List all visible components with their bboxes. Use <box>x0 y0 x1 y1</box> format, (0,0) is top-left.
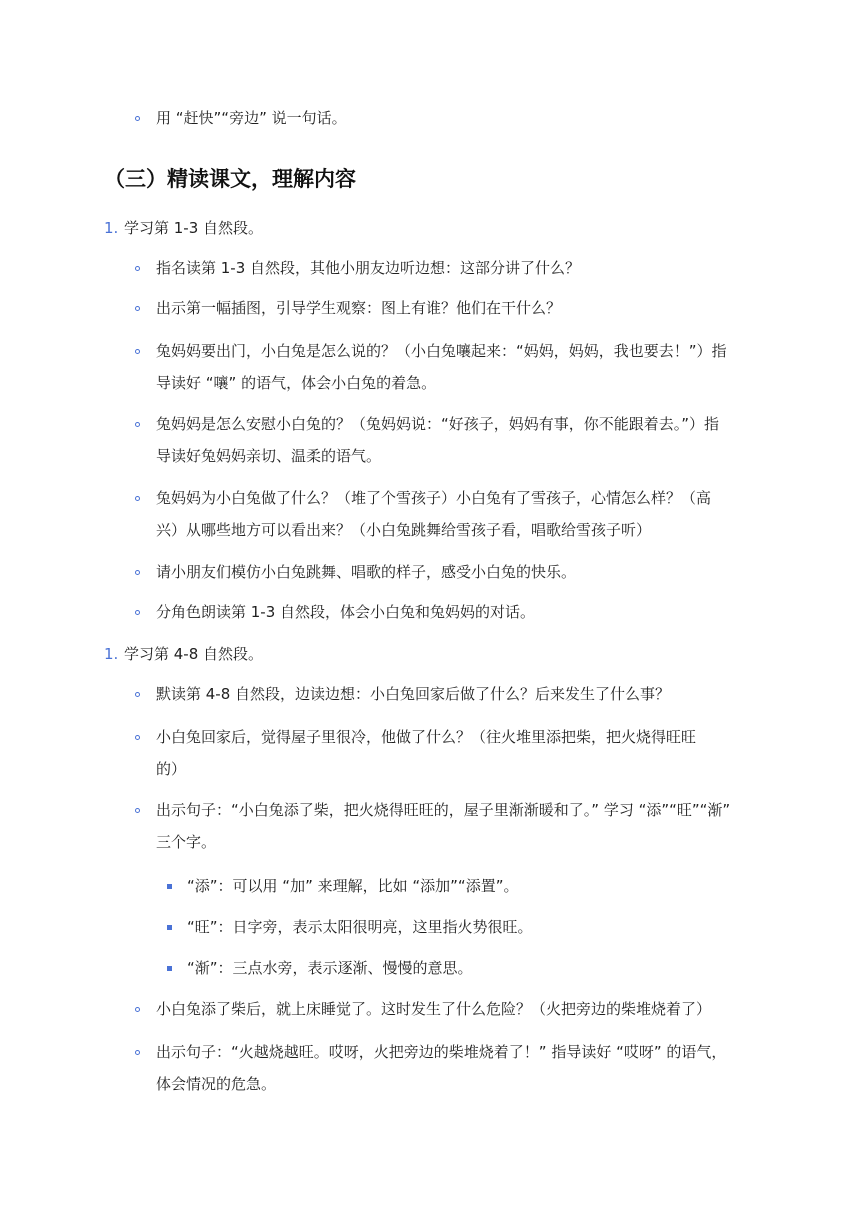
list-item: 小白兔回家后，觉得屋子里很冷，他做了什么？（往火堆里添把柴，把火烧得旺旺 <box>156 728 697 746</box>
list-item-continuation: 的） <box>156 760 187 778</box>
bullet-square-icon <box>167 884 172 889</box>
list-item: 出示第一幅插图，引导学生观察：图上有谁？他们在干什么？ <box>156 299 562 317</box>
list-item: 出示句子：“小白兔添了柴，把火烧得旺旺的，屋子里渐渐暖和了。” 学习 “添”“旺”“渐” <box>156 801 731 819</box>
bullet-circle-icon <box>135 306 140 311</box>
section-heading: （三）精读课文，理解内容 <box>104 167 356 191</box>
list-number: 1. <box>104 645 119 663</box>
bullet-circle-icon <box>135 116 140 121</box>
list-item: 指名读第 1-3 自然段，其他小朋友边听边想：这部分讲了什么？ <box>156 259 581 277</box>
bullet-circle-icon <box>135 735 140 740</box>
list-item: 小白兔添了柴后，就上床睡觉了。这时发生了什么危险？（火把旁边的柴堆烧着了） <box>156 1000 712 1018</box>
bullet-circle-icon <box>135 570 140 575</box>
bullet-circle-icon <box>135 808 140 813</box>
list-item: 默读第 4-8 自然段，边读边想：小白兔回家后做了什么？后来发生了什么事？ <box>156 685 671 703</box>
list-item: 请小朋友们模仿小白兔跳舞、唱歌的样子，感受小白兔的快乐。 <box>156 563 577 581</box>
bullet-circle-icon <box>135 692 140 697</box>
sub-list-item: “旺”：日字旁，表示太阳很明亮，这里指火势很旺。 <box>187 918 533 936</box>
list-item: 出示句子：“火越烧越旺。哎呀，火把旁边的柴堆烧着了！” 指导读好 “哎呀” 的语气， <box>156 1043 727 1061</box>
list-item: 兔妈妈是怎么安慰小白兔的？（兔妈妈说：“好孩子，妈妈有事，你不能跟着去。”）指 <box>156 415 720 433</box>
bullet-circle-icon <box>135 422 140 427</box>
sub-list-item: “添”：可以用 “加” 来理解，比如 “添加”“添置”。 <box>187 877 519 895</box>
list-item: 兔妈妈要出门，小白兔是怎么说的？（小白兔嚷起来：“妈妈，妈妈，我也要去！”）指 <box>156 342 727 360</box>
bullet-circle-icon <box>135 1050 140 1055</box>
bullet-circle-icon <box>135 610 140 615</box>
list-item-continuation: 导读好兔妈妈亲切、温柔的语气。 <box>156 447 382 465</box>
list-item-continuation: 兴）从哪些地方可以看出来？（小白兔跳舞给雪孩子看，唱歌给雪孩子听） <box>156 521 652 539</box>
list-item: 兔妈妈为小白兔做了什么？（堆了个雪孩子）小白兔有了雪孩子，心情怎么样？（高 <box>156 489 712 507</box>
list-item-title: 学习第 4-8 自然段。 <box>124 645 264 663</box>
list-item-continuation: 三个字。 <box>156 833 217 851</box>
bullet-square-icon <box>167 925 172 930</box>
bullet-circle-icon <box>135 496 140 501</box>
bullet-square-icon <box>167 966 172 971</box>
bullet-circle-icon <box>135 1007 140 1012</box>
list-item-continuation: 体会情况的危急。 <box>156 1075 277 1093</box>
list-number: 1. <box>104 219 119 237</box>
list-item: 用 “赶快”“旁边” 说一句话。 <box>156 109 347 127</box>
bullet-circle-icon <box>135 266 140 271</box>
sub-list-item: “渐”：三点水旁，表示逐渐、慢慢的意思。 <box>187 959 473 977</box>
list-item-title: 学习第 1-3 自然段。 <box>124 219 264 237</box>
list-item: 分角色朗读第 1-3 自然段，体会小白兔和兔妈妈的对话。 <box>156 603 536 621</box>
bullet-circle-icon <box>135 349 140 354</box>
list-item-continuation: 导读好 “嚷” 的语气，体会小白兔的着急。 <box>156 374 437 392</box>
